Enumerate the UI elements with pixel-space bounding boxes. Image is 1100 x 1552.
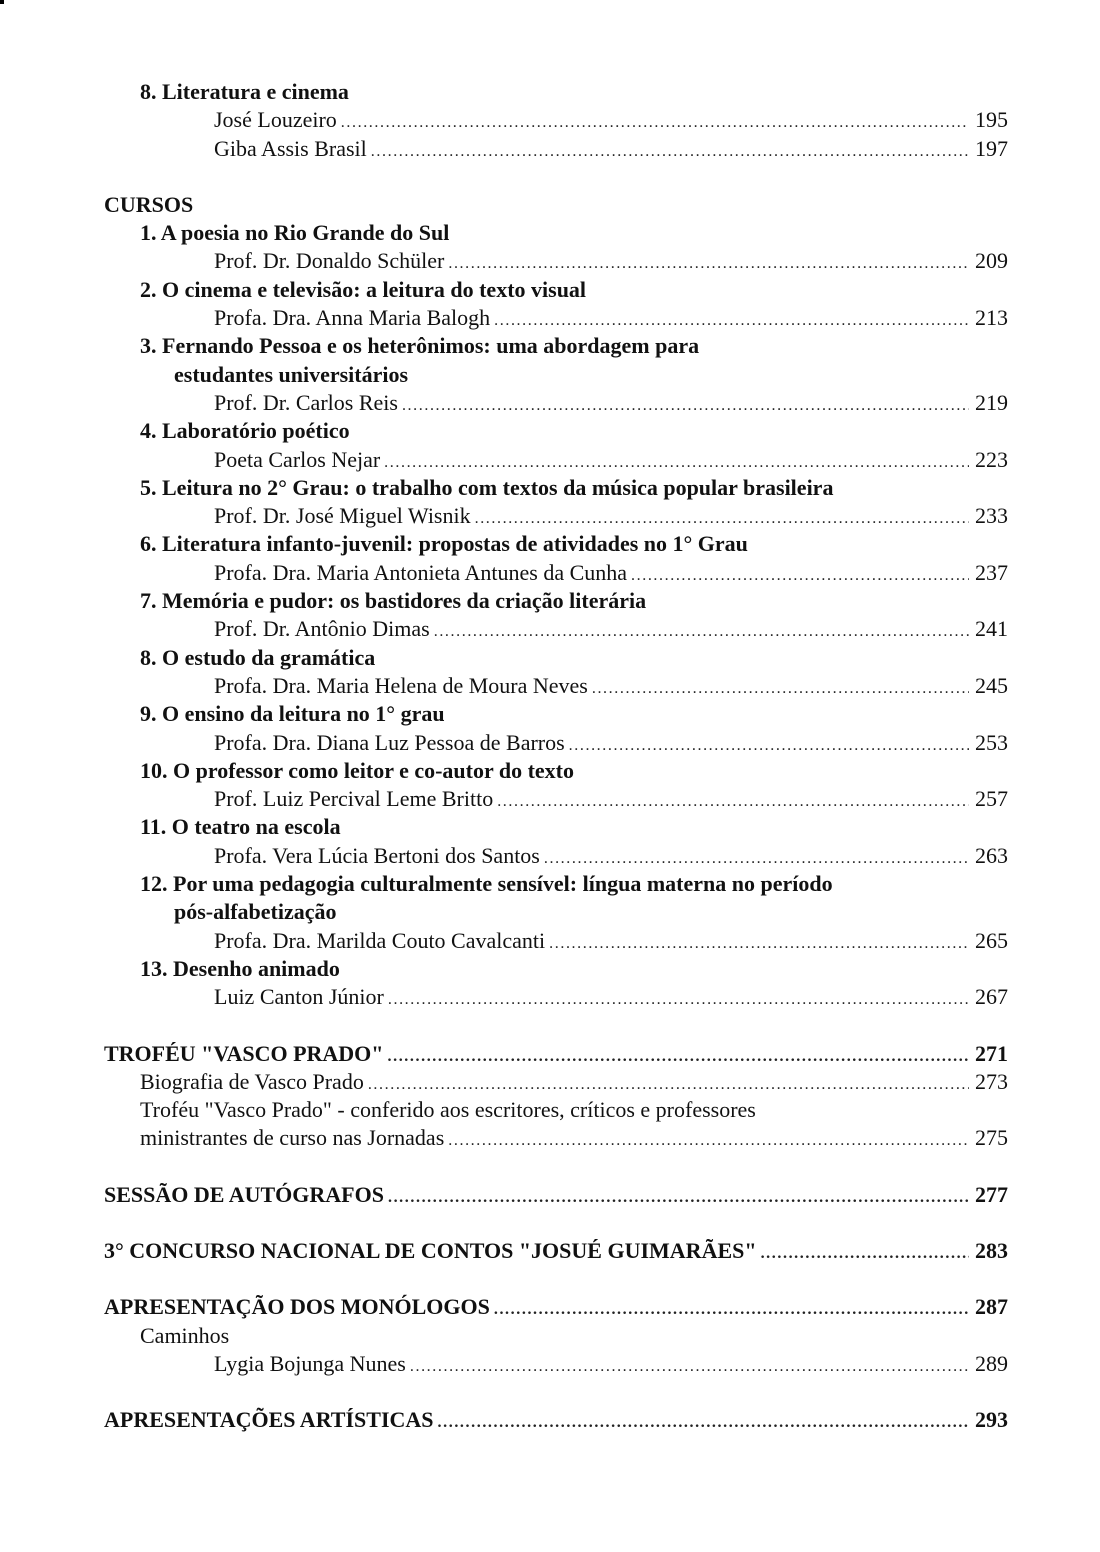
toc-heading: 12. Por uma pedagogia culturalmente sensível: língua materna no período — [140, 871, 833, 897]
toc-entry — [104, 927, 1008, 955]
dot-leader — [388, 1184, 969, 1212]
dot-leader — [497, 788, 969, 816]
toc-entry — [104, 983, 1008, 1011]
dot-leader — [592, 675, 969, 703]
toc-entry-title: 3° CONCURSO NACIONAL DE CONTOS "JOSUÉ GUIMARÃES" — [104, 1237, 757, 1263]
toc-entry — [104, 1040, 1008, 1068]
page-number: 267 — [975, 984, 1008, 1010]
page-number: 277 — [975, 1181, 1008, 1207]
toc-entry — [104, 1293, 1008, 1321]
toc-entry — [104, 1181, 1008, 1209]
dot-leader — [434, 618, 969, 646]
page-number: 241 — [975, 616, 1008, 642]
toc-entry — [104, 615, 1008, 643]
page-number: 213 — [975, 305, 1008, 331]
toc-heading: 7. Memória e pudor: os bastidores da criação literária — [140, 588, 647, 614]
page-number: 257 — [975, 786, 1008, 812]
page-number: 275 — [975, 1125, 1008, 1151]
toc-entry-title: ministrantes de curso nas Jornadas — [140, 1125, 445, 1151]
toc-heading: estudantes universitários — [174, 361, 409, 387]
toc-entry — [104, 106, 1008, 134]
page-number: 289 — [975, 1350, 1008, 1376]
toc-heading: 5. Leitura no 2° Grau: o trabalho com textos da música popular brasileira — [140, 474, 834, 500]
toc-entry-title: Profa. Dra. Maria Antonieta Antunes da Cunha — [214, 559, 628, 585]
page-number: 283 — [975, 1237, 1008, 1263]
page-number: 271 — [975, 1040, 1008, 1066]
toc-entry — [104, 247, 1008, 275]
toc-entry — [104, 1068, 1008, 1096]
toc-heading: 1. A poesia no Rio Grande do Sul — [140, 220, 450, 246]
toc-heading: 4. Laboratório poético — [140, 418, 350, 444]
toc-entry-title: APRESENTAÇÃO DOS MONÓLOGOS — [104, 1294, 490, 1320]
page-number: 209 — [975, 248, 1008, 274]
toc-entry-title: Prof. Dr. Donaldo Schüler — [214, 248, 445, 274]
toc-entry-title: José Louzeiro — [214, 107, 337, 133]
dot-leader — [494, 307, 969, 335]
toc-entry-title: Lygia Bojunga Nunes — [214, 1350, 406, 1376]
toc-heading: 10. O professor como leitor e co-autor do texto — [140, 757, 575, 783]
toc-entry-title: Profa. Dra. Diana Luz Pessoa de Barros — [214, 729, 565, 755]
page-number: 197 — [975, 135, 1008, 161]
table-of-contents — [104, 78, 1008, 1434]
dot-leader — [402, 392, 969, 420]
toc-entry — [104, 389, 1008, 417]
toc-entry — [104, 1124, 1008, 1152]
dot-leader — [494, 1296, 969, 1324]
page-number: 223 — [975, 446, 1008, 472]
toc-entry — [104, 842, 1008, 870]
toc-entry — [104, 1350, 1008, 1378]
dot-leader — [438, 1409, 969, 1437]
dot-leader — [368, 1071, 969, 1099]
toc-entry — [104, 672, 1008, 700]
page-number: 293 — [975, 1407, 1008, 1433]
page-number: 219 — [975, 389, 1008, 415]
toc-heading: 11. O teatro na escola — [140, 814, 341, 840]
toc-heading: Caminhos — [140, 1322, 230, 1348]
dot-leader — [384, 449, 969, 477]
toc-entry-title: TROFÉU "VASCO PRADO" — [104, 1040, 384, 1066]
dot-leader — [631, 562, 969, 590]
toc-entry-title: Poeta Carlos Nejar — [214, 446, 381, 472]
toc-heading: Troféu "Vasco Prado" - conferido aos escritores, críticos e professores — [140, 1097, 756, 1123]
page-number: 233 — [975, 503, 1008, 529]
toc-entry-title: SESSÃO DE AUTÓGRAFOS — [104, 1181, 384, 1207]
toc-entry — [104, 1237, 1008, 1265]
toc-entry — [104, 304, 1008, 332]
toc-heading: 9. O ensino da leitura no 1° grau — [140, 701, 445, 727]
toc-entry — [104, 559, 1008, 587]
toc-entry-title: Profa. Vera Lúcia Bertoni dos Santos — [214, 842, 540, 868]
toc-entry-title: Prof. Dr. Antônio Dimas — [214, 616, 430, 642]
dot-leader — [761, 1240, 969, 1268]
toc-heading: pós-alfabetização — [174, 899, 337, 925]
dot-leader — [448, 250, 969, 278]
page-number: 253 — [975, 729, 1008, 755]
page-number: 195 — [975, 107, 1008, 133]
toc-heading: 2. O cinema e televisão: a leitura do texto visual — [140, 276, 587, 302]
dot-leader — [371, 138, 969, 166]
dot-leader — [341, 109, 969, 137]
page-number: 237 — [975, 559, 1008, 585]
toc-entry-title: Profa. Dra. Maria Helena de Moura Neves — [214, 672, 588, 698]
toc-entry-title: Giba Assis Brasil — [214, 135, 367, 161]
page-number: 245 — [975, 672, 1008, 698]
toc-entry — [104, 1406, 1008, 1434]
page-number: 263 — [975, 842, 1008, 868]
toc-heading: 8. O estudo da gramática — [140, 644, 376, 670]
dot-leader — [544, 845, 969, 873]
dot-leader — [388, 1043, 970, 1071]
toc-heading: 3. Fernando Pessoa e os heterônimos: uma abordagem para — [140, 333, 700, 359]
toc-entry — [104, 446, 1008, 474]
scan-mark — [0, 0, 4, 4]
dot-leader — [475, 505, 969, 533]
toc-heading: CURSOS — [104, 191, 194, 217]
toc-heading: 6. Literatura infanto-juvenil: propostas de atividades no 1° Grau — [140, 531, 748, 557]
toc-entry-title: Biografia de Vasco Prado — [140, 1068, 364, 1094]
toc-entry — [104, 729, 1008, 757]
toc-entry — [104, 502, 1008, 530]
dot-leader — [549, 930, 969, 958]
dot-leader — [388, 986, 969, 1014]
toc-entry — [104, 135, 1008, 163]
page-number: 265 — [975, 927, 1008, 953]
toc-entry-title: APRESENTAÇÕES ARTÍSTICAS — [104, 1407, 434, 1433]
dot-leader — [448, 1127, 969, 1155]
toc-heading: 13. Desenho animado — [140, 955, 340, 981]
toc-entry-title: Luiz Canton Júnior — [214, 984, 384, 1010]
toc-entry-title: Profa. Dra. Anna Maria Balogh — [214, 305, 491, 331]
toc-entry — [104, 785, 1008, 813]
page-number: 273 — [975, 1068, 1008, 1094]
toc-heading: 8. Literatura e cinema — [140, 79, 349, 104]
toc-entry-title: Prof. Luiz Percival Leme Britto — [214, 786, 494, 812]
toc-entry-title: Profa. Dra. Marilda Couto Cavalcanti — [214, 927, 546, 953]
dot-leader — [410, 1353, 969, 1381]
page-number: 287 — [975, 1294, 1008, 1320]
toc-entry-title: Prof. Dr. José Miguel Wisnik — [214, 503, 471, 529]
dot-leader — [569, 732, 969, 760]
toc-entry-title: Prof. Dr. Carlos Reis — [214, 389, 398, 415]
